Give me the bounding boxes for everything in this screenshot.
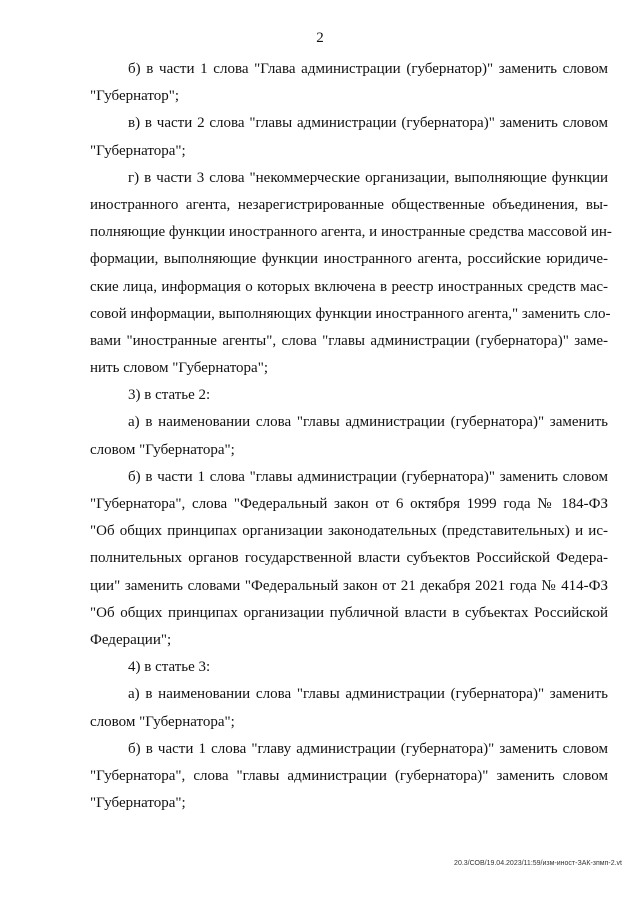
text-line: ции" заменить словами "Федеральный закон от 21 декабря 2021 года № 414-ФЗ [90, 577, 608, 594]
text-line: иностранного агента, незарегистрированные общественные объединения, вы- [90, 196, 608, 213]
document-body [90, 56, 612, 817]
text-line: "Об общих принципах организации публичной власти в субъектах Российской [90, 604, 608, 621]
text-line: б) в части 1 слова "Глава администрации (губернатор)" заменить словом [128, 61, 608, 77]
text-line: б) в части 1 слова "главы администрации (губернатора)" заменить словом [128, 468, 608, 485]
text-line: вами "иностранные агенты", слова "главы администрации (губернатора)" заме- [90, 332, 608, 349]
text-line: 3) в статье 2: [128, 387, 211, 404]
page-number: 2 [316, 30, 324, 46]
text-line: Федерации"; [90, 631, 172, 648]
text-line: совой информации, выполняющих функции иностранного агента," заменить сло- [90, 305, 611, 322]
text-line: нить словом "Губернатора"; [90, 360, 269, 377]
text-line: словом "Губернатора"; [90, 713, 235, 730]
text-line: полнительных органов государственной власти субъектов Российской Федера- [90, 550, 608, 567]
text-line: "Об общих принципах организации законодательных (представительных) и ис- [90, 523, 608, 540]
text-line: в) в части 2 слова "главы администрации (губернатора)" заменить словом [128, 115, 608, 132]
text-line: ские лица, информация о которых включена в реестр иностранных средств мас- [90, 278, 608, 295]
text-line: б) в части 1 слова "главу администрации (губернатора)" заменить словом [128, 740, 608, 757]
text-line: г) в части 3 слова "некоммерческие организации, выполняющие функции [128, 169, 608, 186]
text-line: формации, выполняющие функции иностранного агента, российские юридиче- [90, 251, 608, 268]
text-line: "Губернатора", слова "главы администрации (губернатора)" заменить словом [90, 767, 608, 784]
text-line: а) в наименовании слова "главы администрации (губернатора)" заменить [128, 686, 608, 703]
text-line: а) в наименовании слова "главы администрации (губернатора)" заменить [128, 414, 608, 431]
text-line: "Губернатор"; [90, 88, 180, 105]
text-line: "Губернатора", слова "Федеральный закон от 6 октября 1999 года № 184-ФЗ [90, 496, 608, 512]
text-line: 4) в статье 3: [128, 659, 211, 676]
text-line: "Губернатора"; [90, 795, 186, 812]
text-line: полняющие функции иностранного агента, и иностранные средства массовой ин- [90, 224, 612, 241]
text-line: "Губернатора"; [90, 142, 186, 159]
text-line: словом "Губернатора"; [90, 441, 235, 458]
footer-file-info: 20.3/СОВ/19.04.2023/11:59/изм-иност-ЗАК-зпмп-2.vt [454, 860, 622, 867]
